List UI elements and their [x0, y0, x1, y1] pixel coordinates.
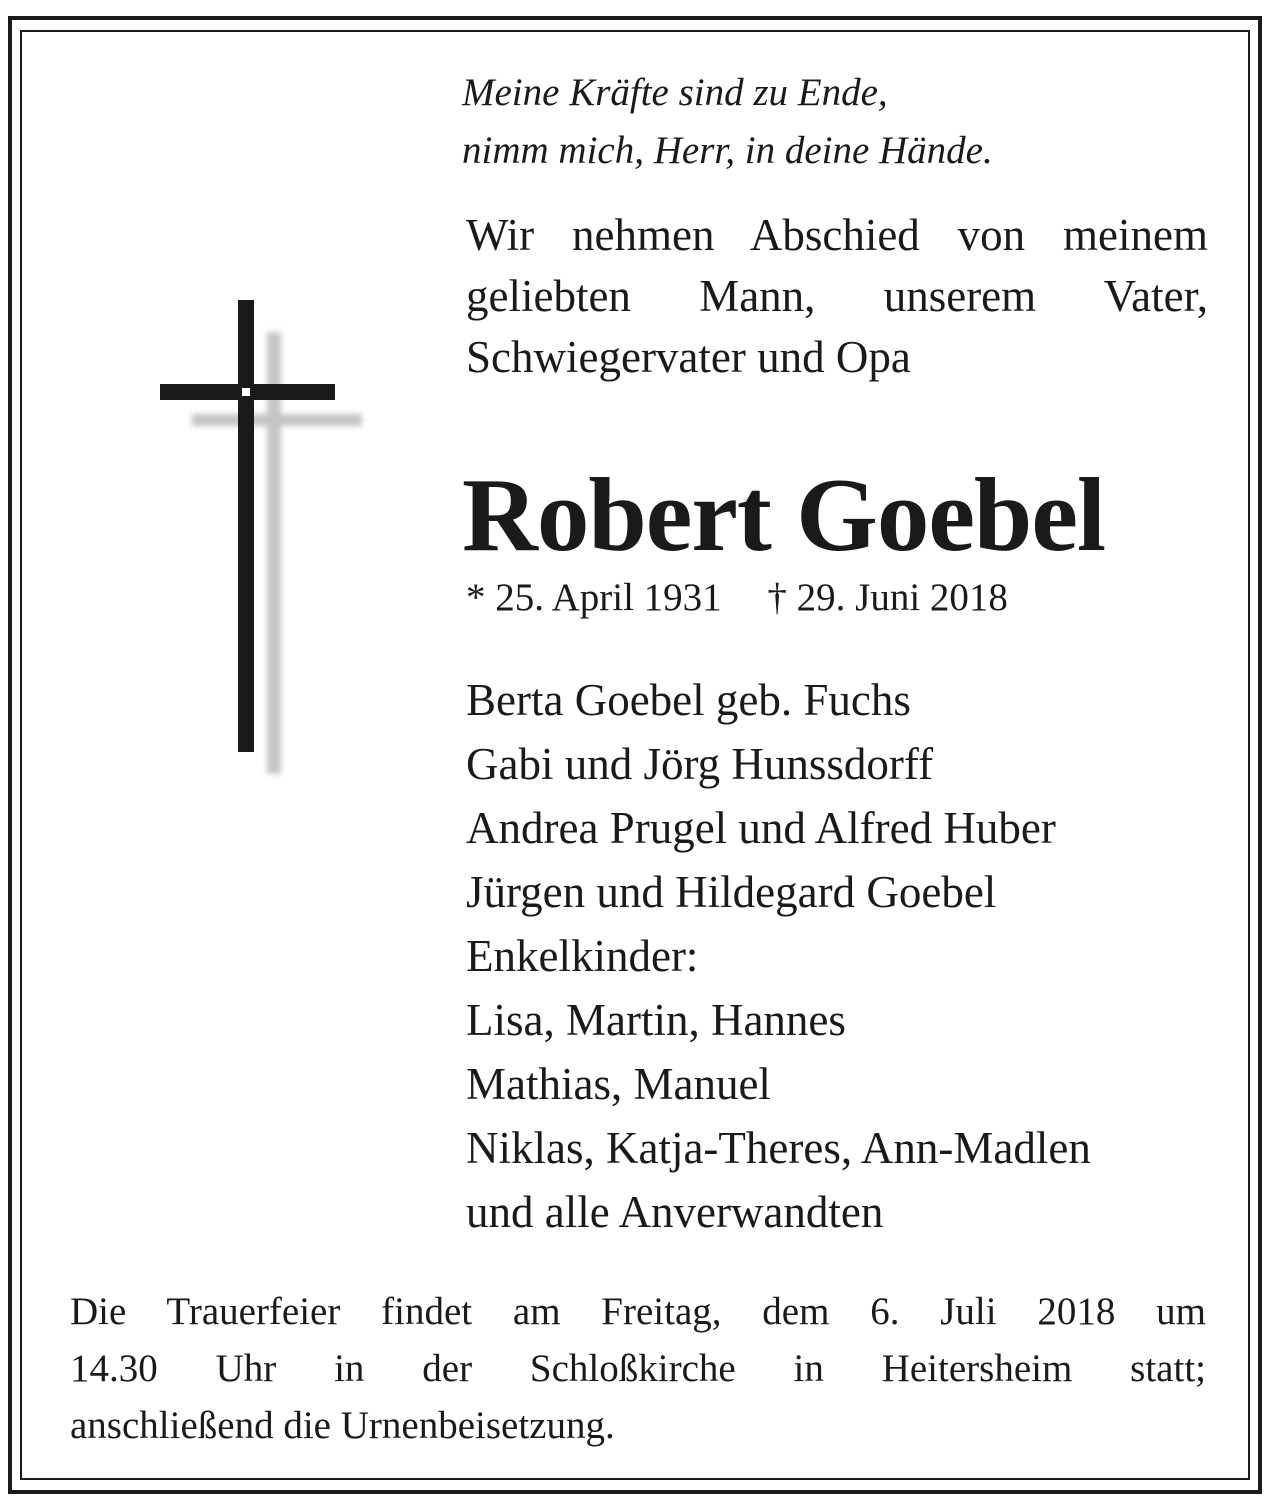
cross-icon	[150, 290, 380, 790]
intro-line: Schwiegervater und Opa	[466, 332, 911, 382]
intro-line: geliebten Mann, unserem Vater,	[466, 271, 1208, 321]
intro-line: Wir nehmen Abschied von meinem	[466, 210, 1208, 260]
mourner-line: Niklas, Katja-Theres, Ann-Madlen	[466, 1123, 1091, 1173]
motto-verse	[462, 64, 1222, 180]
service-line: 14.30 Uhr in der Schloßkirche in Heitersheim statt;	[70, 1347, 1206, 1390]
mourner-line: Mathias, Manuel	[466, 1059, 771, 1109]
deceased-name: Robert Goebel	[462, 456, 1106, 573]
service-line: anschließend die Urnenbeisetzung.	[70, 1404, 615, 1447]
mourner-line: Gabi und Jörg Hunssdorff	[466, 739, 934, 789]
mourner-line: Jürgen und Hildegard Goebel	[466, 867, 997, 917]
mourner-line: Enkelkinder:	[466, 931, 699, 981]
death-date: † 29. Juni 2018	[767, 576, 1008, 619]
mourner-line: Lisa, Martin, Hannes	[466, 995, 846, 1045]
motto-line: nimm mich, Herr, in deine Hände.	[462, 129, 993, 172]
birth-date: * 25. April 1931	[466, 576, 722, 619]
life-dates	[466, 573, 1008, 623]
service-line: Die Trauerfeier findet am Freitag, dem 6. Juli 2018 um	[70, 1290, 1206, 1333]
mourner-line: und alle Anverwandten	[466, 1187, 884, 1237]
funeral-service-notice	[70, 1283, 1206, 1454]
farewell-intro	[466, 205, 1208, 388]
mourner-line: Berta Goebel geb. Fuchs	[466, 675, 911, 725]
mourner-line: Andrea Prugel und Alfred Huber	[466, 803, 1056, 853]
motto-line: Meine Kräfte sind zu Ende,	[462, 71, 888, 114]
mourners-list	[466, 668, 1091, 1244]
